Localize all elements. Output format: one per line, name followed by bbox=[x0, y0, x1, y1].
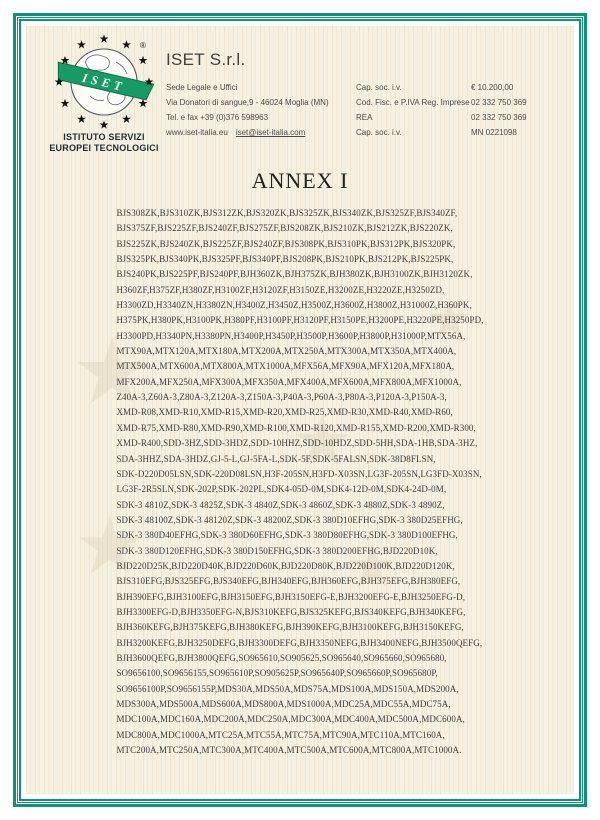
registry-value: € 10.200,00 bbox=[471, 83, 514, 92]
annex-line: BJH3200KEFG,BJH3250DEFG,BJH3300DEFG,BJH3350NEFG,BJH3400NEFG,BJH3500QEFG, bbox=[116, 637, 483, 648]
address-line-web bbox=[166, 128, 305, 137]
registry-label: Cap. soc. i.v. bbox=[356, 83, 402, 92]
annex-line: BJD220D25K,BJD220D40K,BJD220D60K,BJD220D80K,BJD220D100K,BJD220D120K, bbox=[116, 560, 455, 571]
email-link[interactable]: iset@iset-italia.com bbox=[235, 128, 306, 137]
annex-line: BJS375ZF,BJS225ZF,BJS240ZF,BJS275ZF,BJS208ZK,BJS210ZK,BJS212ZK,BJS220ZK, bbox=[116, 223, 453, 234]
annex-line: H3300PD,H3340PN,H3380PN,H3400P,H3450P,H3500P,H3600P,H3800P,H31000P,MTX56A, bbox=[116, 330, 466, 341]
annex-line: SDA-3HHZ,SDA-3HDZ,GJ-5-L,GJ-5FA-L,SDK-5F,SDK-5FALSN,SDK-38D8FLSN, bbox=[116, 453, 436, 464]
iset-logo bbox=[34, 34, 174, 154]
annex-title: ANNEX I bbox=[251, 168, 349, 193]
annex-line: BJS308ZK,BJS310ZK,BJS312ZK,BJS320ZK,BJS325ZK,BJS340ZK,BJS325ZF,BJS340ZF, bbox=[116, 208, 458, 218]
annex-line: BJH390EFG,BJH3100EFG,BJH3150EFG,BJH3150EFG-E,BJH3200EFG-E,BJH3250EFG-D, bbox=[116, 591, 466, 602]
annex-line: BJS225ZK,BJS240ZK,BJS225ZF,BJS240ZF,BJS308PK,BJS310PK,BJS312PK,BJS320PK, bbox=[116, 238, 456, 249]
paper-background bbox=[26, 26, 574, 794]
certificate-border-frame bbox=[13, 13, 587, 807]
registry-label: Cod. Fisc. e P.IVA Reg. Imprese bbox=[356, 98, 470, 107]
annex-line: XMD-R75,XMD-R80,XMD-R90,XMD-R100,XMD-R120,XMD-R155,XMD-R200,XMD-R300, bbox=[116, 422, 476, 433]
model-code-list bbox=[116, 206, 483, 758]
org-name bbox=[34, 132, 174, 154]
watermark-star-icon: ★ bbox=[71, 321, 154, 423]
annex-line: H360ZF,H375ZF,H380ZF,H3100ZF,H3120ZF,H3150ZE,H3200ZE,H3220ZE,H3250ZD, bbox=[116, 284, 445, 295]
annex-line: H3300ZD,H3340ZN,H3380ZN,H3400Z,H3450Z,H3500Z,H3600Z,H3800Z,H31000Z,H360PK, bbox=[116, 300, 472, 311]
company-name: ISET S.r.l. bbox=[166, 50, 246, 69]
registry-value: 02 332 750 369 bbox=[471, 113, 527, 122]
annex-line: BJS325PK,BJS340PK,BJS325PF,BJS340PF,BJS208PK,BJS210PK,BJS212PK,BJS225PK, bbox=[116, 254, 454, 265]
annex-line: XMD-R400,SDD-3HZ,SDD-3HDZ,SDD-10HHZ,SDD-10HDZ,SDD-5HH,SDA-1HB,SDA-3HZ, bbox=[116, 438, 478, 449]
annex-line: MTC200A,MTC250A,MTC300A,MTC400A,MTC500A,MTC600A,MTC800A,MTC1000A. bbox=[116, 745, 462, 756]
annex-line: MTX500A,MTX600A,MTX800A,MTX1000A,MFX56A,MFX90A,MFX120A,MFX180A, bbox=[116, 361, 455, 372]
annex-line: BJH360KEFG,BJH375KEFG,BJH380KEFG,BJH390KEFG,BJH3100KEFG,BJH3150KEFG, bbox=[116, 622, 464, 633]
website-link[interactable]: www.iset-italia.eu bbox=[166, 128, 228, 137]
annex-line: SDK-D220D05LSN,SDK-220D08LSN,H3F-205SN,H3FD-X03SN,LG3F-205SN,LG3FD-X03SN, bbox=[116, 468, 482, 479]
border-middle-line bbox=[17, 17, 583, 803]
annex-line: MTX90A,MTX120A,MTX180A,MTX200A,MTX250A,MTX300A,MTX350A,MTX400A, bbox=[116, 346, 457, 357]
annex-body bbox=[26, 206, 574, 758]
address-line-phone: Tel. e fax +39 (0)376 598963 bbox=[166, 113, 269, 122]
annex-line: SDK-3 48100Z,SDK-3 48120Z,SDK-3 48200Z,SDK-3 380D10EFHG,SDK-3 380D25EFHG, bbox=[116, 514, 463, 525]
watermark-star-icon: ★ bbox=[346, 534, 398, 599]
registered-trademark-icon: ® bbox=[140, 41, 146, 50]
annex-line: SDK-3 4810Z,SDK-3 4825Z,SDK-3 4840Z,SDK-3 4860Z,SDK-3 4880Z,SDK-3 4890Z, bbox=[116, 499, 445, 510]
annex-line: LG3F-2R5SLN,SDK-202P,SDK-202PL,SDK4-05D-0M,SDK4-12D-0M,SDK4-24D-0M, bbox=[116, 484, 447, 495]
watermark-star-icon: ★ bbox=[74, 501, 146, 590]
ribbon-brand-text: ISET bbox=[80, 70, 127, 95]
annex-line: SO9656100,SO9656155,SO965610P,SO905625P,SO965640P,SO965660P,SO965680P, bbox=[116, 668, 438, 679]
annex-line: MDC100A,MDC160A,MDC200A,MDC250A,MDC300A,MDC400A,MDC500A,MDC600A, bbox=[116, 714, 465, 725]
registry-label: Cap. soc. i.v. bbox=[356, 128, 402, 137]
annex-line: H375PK,H380PK,H3100PK,H380PF,H3100PF,H3120PF,H3150PE,H3200PE,H3220PE,H3250PD, bbox=[116, 315, 484, 326]
address-line-offices: Sede Legale e Uffici bbox=[166, 83, 238, 92]
annex-line: SO9656100P,SO9656155P,MDS30A,MDS50A,MDS75A,MDS100A,MDS150A,MDS200A, bbox=[116, 683, 459, 694]
registry-value: 02 332 750 369 bbox=[471, 98, 527, 107]
annex-line: SDK-3 380D120EFHG,SDK-3 380D150EFHG,SDK-3 380D200EFHG,BJD220D10K, bbox=[116, 545, 438, 556]
annex-line: MFX200A,MFX250A,MFX300A,MFX350A,MFX400A,MFX600A,MFX800A,MFX1000A, bbox=[116, 376, 462, 387]
annex-line: MDS300A,MDS500A,MDS600A,MDS800A,MDS1000A,MDC25A,MDC55A,MDC75A, bbox=[116, 699, 451, 709]
org-name-line2: EUROPEI TECNOLOGICI bbox=[49, 143, 159, 153]
org-name-line1: ISTITUTO SERVIZI bbox=[63, 132, 145, 142]
registry-label: REA bbox=[356, 113, 373, 122]
watermark-star-icon: ★ bbox=[426, 291, 473, 349]
annex-line: XMD-R08,XMD-R10,XMD-R15,XMD-R20,XMD-R25,XMD-R30,XMD-R40,XMD-R60, bbox=[116, 407, 453, 418]
annex-line: Z40A-3,Z60A-3,Z80A-3,Z120A-3,Z150A-3,P40A-3,P60A-3,P80A-3,P120A-3,P150A-3, bbox=[116, 392, 447, 403]
annex-line: BJS310EFG,BJS325EFG,BJS340EFG,BJH340EFG,BJH360EFG,BJH375EFG,BJH380EFG, bbox=[116, 576, 461, 587]
annex-line: BJH3300EFG-D,BJH3350EFG-N,BJS310KEFG,BJS325KEFG,BJS340KEFG,BJH340KEFG, bbox=[116, 606, 466, 617]
annex-line: SDK-3 380D40EFHG,SDK-3 380D60EFHG,SDK-3 380D80EFHG,SDK-3 380D100EFHG, bbox=[116, 530, 458, 541]
annex-line: BJH3600QEFG,BJH3800QEFG,SO965610,SO905625,SO965640,SO965660,SO965680, bbox=[116, 652, 447, 663]
border-inner-line bbox=[19, 19, 581, 801]
watermark-star-icon: ★ bbox=[291, 402, 354, 480]
globe-stars-logo-icon bbox=[54, 34, 154, 130]
annex-line: MDC800A,MDC1000A,MTC25A,MTC55A,MTC75A,MTC90A,MTC110A,MTC160A, bbox=[116, 729, 445, 740]
registry-value: MN 0221098 bbox=[471, 128, 517, 137]
address-line-street: Via Donatori di sangue,9 - 46024 Moglia (MN) bbox=[166, 98, 329, 107]
annex-line: BJS240PK,BJS225PF,BJS240PF,BJH360ZK,BJH375ZK,BJH380ZK,BJH3100ZK,BJH3120ZK, bbox=[116, 269, 473, 280]
